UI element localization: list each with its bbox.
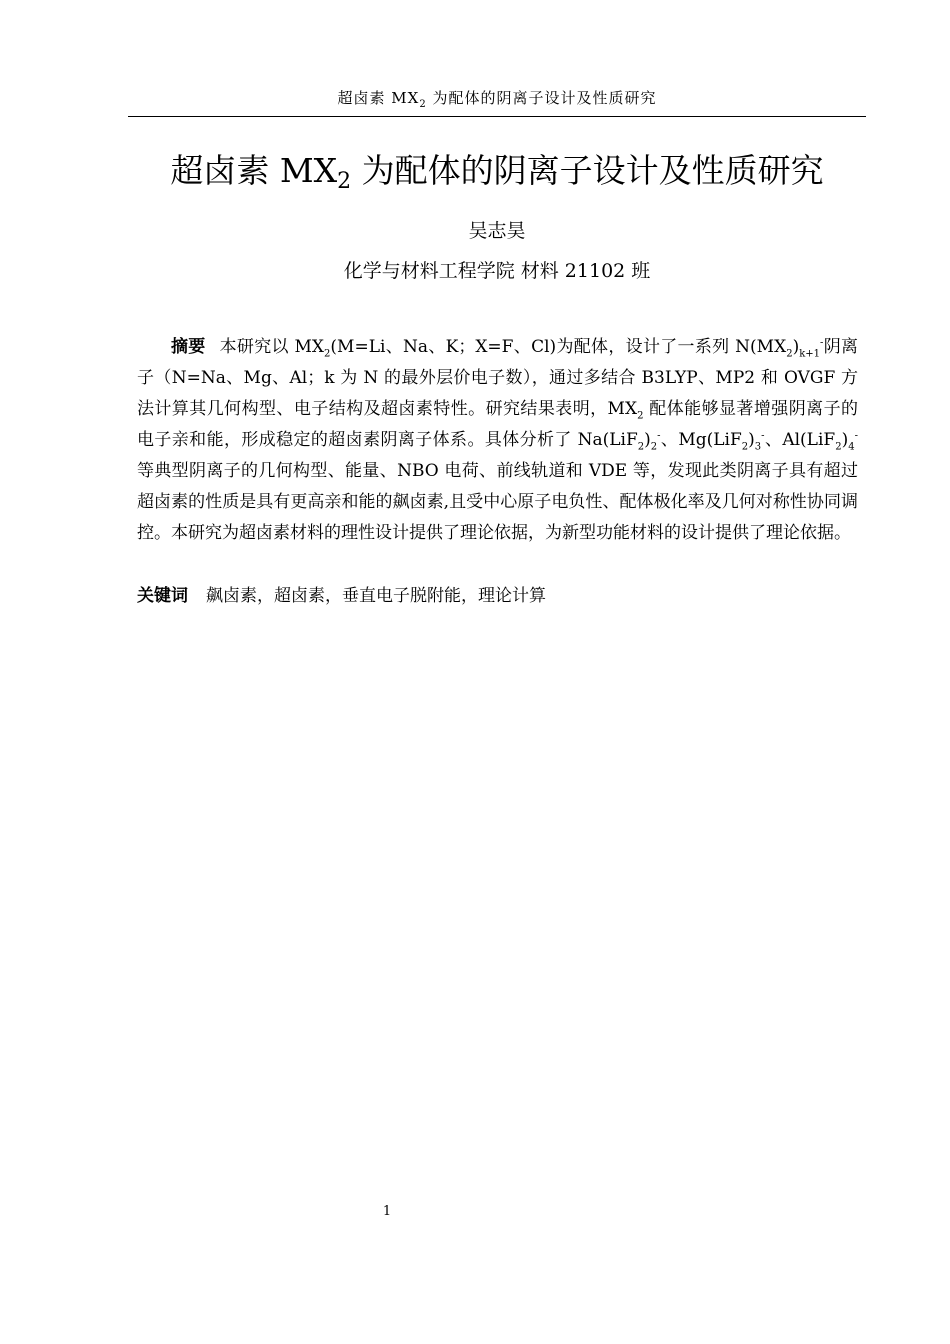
abstract-subscript: k+1 <box>799 348 821 360</box>
abstract-superscript: - <box>657 430 661 442</box>
running-header-text: 超卤素 MX <box>337 89 420 107</box>
abstract-subscript: 2 <box>786 348 793 360</box>
running-header-subscript: 2 <box>419 99 427 110</box>
author-affiliation: 化学与材料工程学院 材料 21102 班 <box>343 260 651 282</box>
header-rule <box>128 116 866 117</box>
abstract-superscript: - <box>854 430 858 442</box>
abstract-text: 配体能够显著增强阴离子的电子亲和能，形成稳定的超卤素阴离子体系。具体分析了 Na(LiF <box>137 399 858 450</box>
keywords-line <box>137 581 858 612</box>
abstract-text: ) <box>792 337 800 357</box>
abstract-text: ) <box>841 430 849 450</box>
abstract-text: 本研究以 MX <box>219 337 325 357</box>
abstract-text: 等典型阴离子的几何构型、能量、NBO 电荷、前线轨道和 VDE 等，发现此类阴离子具有超过超卤素的性质是具有更高亲和能的飙卤素,且受中心原子电负性、配体极化率及几何对称性协同调控。本研究为超卤素材料的理性设计提供了理论依据，为新型功能材料的设计提供了理论依据。 <box>137 461 858 543</box>
abstract-subscript: 2 <box>324 348 331 360</box>
abstract-text: (M=Li、Na、K；X=F、Cl)为配体，设计了一系列 N(MX <box>330 337 787 357</box>
abstract-subscript: 2 <box>637 410 644 422</box>
abstract-subscript: 2 <box>835 441 842 453</box>
abstract-subscript: 3 <box>754 441 762 453</box>
running-header <box>128 86 866 114</box>
title-subscript: 2 <box>337 169 352 194</box>
running-header-text-end: 为配体的阴离子设计及性质研究 <box>426 89 657 107</box>
page-number: 1 <box>382 1204 392 1219</box>
title-text: 超卤素 MX <box>170 151 338 190</box>
abstract-text: 阴离子（N=Na、Mg、Al；k 为 N 的最外层价电子数），通过多结合 B3LYP、MP2 和 OVGF 方法计算其几何构型、电子结构及超卤素特性。研究结果表明，MX <box>137 337 859 419</box>
abstract-label: 摘要 <box>171 337 206 357</box>
abstract-subscript: 2 <box>637 441 645 453</box>
abstract-subscript: 2 <box>741 441 749 453</box>
abstract-text: ) <box>644 430 651 450</box>
abstract-text: ) <box>748 430 755 450</box>
keywords-text: 飙卤素，超卤素，垂直电子脱附能，理论计算 <box>206 586 546 606</box>
abstract-superscript: - <box>761 430 765 442</box>
abstract-paragraph <box>137 332 858 549</box>
abstract-text: 、Mg(LiF <box>660 430 742 450</box>
paper-title <box>100 146 894 196</box>
title-text-end: 为配体的阴离子设计及性质研究 <box>351 151 824 190</box>
abstract-text: 、Al(LiF <box>764 430 836 450</box>
keywords-label: 关键词 <box>137 586 188 606</box>
abstract-superscript: - <box>820 337 824 349</box>
author-name: 吴志昊 <box>468 220 526 242</box>
abstract-subscript: 4 <box>848 441 855 453</box>
abstract-subscript: 2 <box>650 441 658 453</box>
